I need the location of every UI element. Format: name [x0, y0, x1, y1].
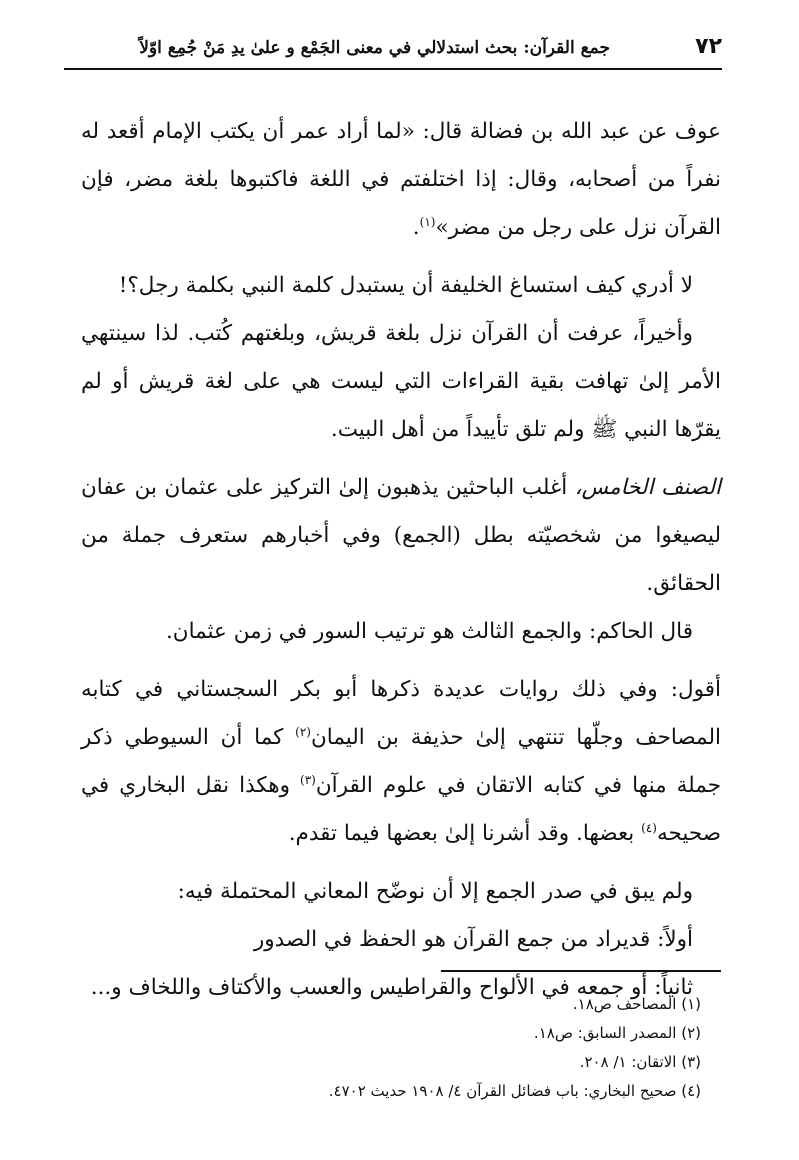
footnote: (١) المصاحف ص١٨. — [572, 995, 701, 1013]
footnotes — [101, 990, 701, 1106]
footnote: (٤) صحيح البخاري: باب فضائل القرآن ٤/ ١٩٠٨ حديث ٤٧٠٢. — [328, 1082, 701, 1100]
footnote-divider — [441, 970, 721, 972]
paragraph: لا أدري كيف استساغ الخليفة أن يستبدل كلمة النبي بكلمة رجل؟! — [118, 273, 693, 298]
body-text — [81, 108, 721, 1012]
section-lead: الصنف الخامس، — [574, 475, 721, 500]
paragraph: ثانياً: أو جمعه في الألواح والقراطيس والعسب والأكتاف واللخاف و... — [90, 975, 693, 1000]
paragraph: وأخيراً، عرفت أن القرآن نزل بلغة قريش، وبلغتهم كُتب. لذا سينتهي الأمر إلىٰ تهافت بقية القراءات التي ليست هي على لغة قريش أو لم يقرّها النبي ﷺ ولم تلق تأييداً من أهل البيت. — [81, 321, 721, 442]
footnote-ref: (١) — [419, 214, 436, 229]
paragraph: أقول: وفي ذلك روايات عديدة ذكرها أبو بكر السجستاني في كتابه المصاحف وجلّها تنتهي إلىٰ حذيفة بن اليمان$^{(٢)}$ كما أن السيوطي ذكر جملة منها في كتابه الاتقان في علوم القرآن$^{(٣)}$ وهكذا نقل البخاري في صحيحه$^{(٤)}$ بعضها. وقد أشرنا إلىٰ بعضها فيما تقدم. — [81, 677, 722, 846]
page-number: ٧٢ — [695, 34, 722, 59]
footnote-ref: (٤) — [641, 820, 657, 835]
footnote-ref: (٣) — [300, 772, 316, 787]
footnote: (٢) المصدر السابق: ص١٨. — [533, 1024, 701, 1042]
paragraph: ولم يبق في صدر الجمع إلا أن نوضّح المعاني المحتملة فيه: — [177, 879, 693, 904]
paragraph: أولاً: قديراد من جمع القرآن هو الحفظ في الصدور — [253, 927, 693, 952]
paragraph: قال الحاكم: والجمع الثالث هو ترتيب السور في زمن عثمان. — [165, 619, 693, 644]
footnote-ref: (٢) — [295, 724, 311, 739]
running-title: جمع القرآن: بحث استدلالي في معنى الجَمْع و علىٰ يدِ مَنْ جُمِع اوّلاً — [139, 38, 610, 58]
paragraph: الصنف الخامس، أغلب الباحثين يذهبون إلىٰ التركيز على عثمان بن عفان ليصيغوا من شخصيّته بطل (الجمع) وفي أخبارهم ستعرف جملة من الحقائق. — [81, 475, 721, 596]
running-header — [64, 34, 722, 70]
paragraph: عوف عن عبد الله بن فضالة قال: «لما أراد عمر أن يكتب الإمام أقعد له نفراً من أصحابه، وقال: إذا اختلفتم في اللغة فاكتبوها بلغة مضر، فإن القرآن نزل على رجل من مضر»$^{(١)}$. — [81, 119, 721, 240]
footnote: (٣) الاتقان: ١/ ٢٠٨. — [579, 1053, 701, 1071]
